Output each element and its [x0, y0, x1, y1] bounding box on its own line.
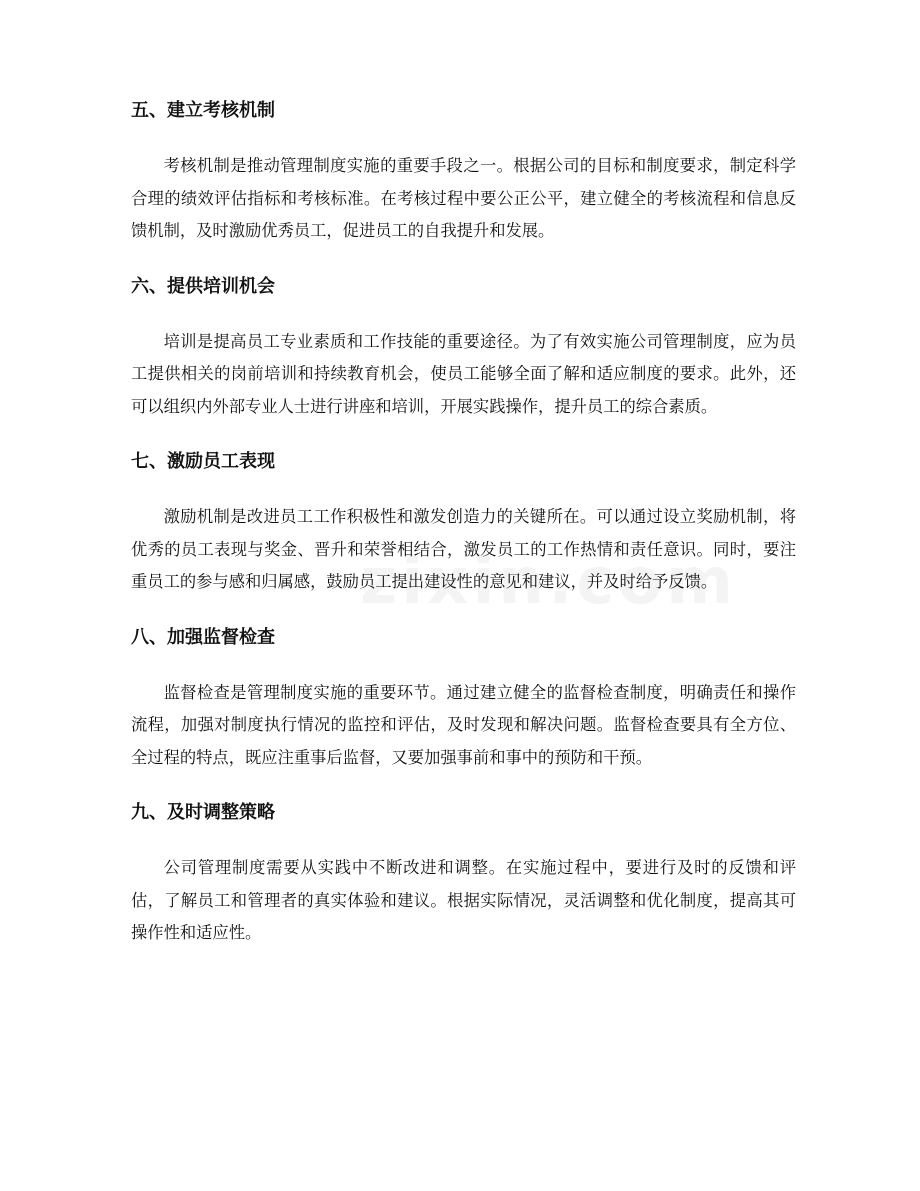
section-heading: 七、激励员工表现: [131, 451, 275, 472]
section-heading: 九、及时调整策略: [131, 802, 275, 823]
section-training: [131, 274, 796, 424]
section-heading: 八、加强监督检查: [131, 626, 275, 648]
section-assessment: [131, 98, 796, 248]
section-supervision: [131, 625, 796, 775]
section-paragraph: 培训是提高员工专业素质和工作技能的重要途径。为了有效实施公司管理制度，应为员工提供相关的岗前培训和持续教育机会，使员工能够全面了解和适应制度的要求。此外，还可以组织内外部专业人士进行讲座和培训，开展实践操作，提升员工的综合素质。: [131, 331, 796, 416]
section-paragraph: 考核机制是推动管理制度实施的重要手段之一。根据公司的目标和制度要求，制定科学合理的绩效评估指标和考核标准。在考核过程中要公正公平，建立健全的考核流程和信息反馈机制，及时激励优秀员工，促进员工的自我提升和发展。: [131, 156, 796, 240]
section-paragraph: 公司管理制度需要从实践中不断改进和调整。在实施过程中，要进行及时的反馈和评估，了解员工和管理者的真实体验和建议。根据实际情况，灵活调整和优化制度，提高其可操作性和适应性。: [131, 858, 796, 942]
section-paragraph: 激励机制是改进员工工作积极性和激发创造力的关键所在。可以通过设立奖励机制，将优秀的员工表现与奖金、晋升和荣誉相结合，激发员工的工作热情和责任意识。同时，要注重员工的参与感和归属感，鼓励员工提出建设性的意见和建议，并及时给予反馈。: [131, 507, 796, 591]
section-paragraph: 监督检查是管理制度实施的重要环节。通过建立健全的监督检查制度，明确责任和操作流程，加强对制度执行情况的监控和评估，及时发现和解决问题。监督检查要具有全方位、全过程的特点，既应注重事后监督，又要加强事前和事中的预防和干预。: [131, 682, 796, 767]
section-adjustment: [131, 800, 796, 950]
section-heading: 六、提供培训机会: [131, 275, 275, 297]
document-content: [131, 98, 796, 976]
section-incentive: [131, 449, 796, 599]
section-heading: 五、建立考核机制: [131, 100, 275, 121]
